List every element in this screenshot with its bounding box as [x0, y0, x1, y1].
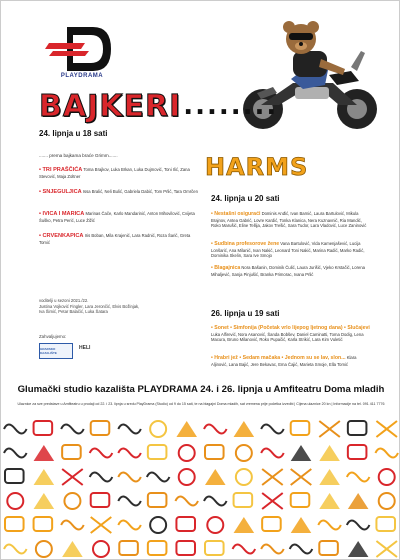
show-name: Nestašni osiguraći [214, 211, 261, 217]
support-label: Zahvaljujemo: [39, 334, 67, 339]
show-name: Hrabri jež • Sedam mačaka • Jednom su se lav, slon... [214, 355, 346, 361]
sponsor-logo: HELI [79, 345, 91, 351]
show-cast: Klara Aljinović, Lana Bajić, Jere Bekavac, Ema Čajić, Marieta Smoje, Ella Tomić [211, 355, 357, 367]
bullet-icon: • [39, 167, 43, 173]
footer-title: Glumački studio kazališta PLAYDRAMA 24. i 26. lipnja u Amfiteatru Doma mladih [17, 384, 385, 395]
harms-heading: HARMS [205, 153, 309, 181]
show-cast: Vana Bartulović, Vida Kamenjašević, Lucija Lonšarić, Ana Milanić, Ivan Nakić, Leonard Toni Nakić, Marina Radić, Marko Radić, Dominika Skelin, Sara Ive Smojo [211, 241, 365, 259]
show-item [211, 325, 371, 343]
show-item [211, 241, 371, 259]
bullet-icon: • [39, 211, 43, 217]
right-date: 24. lipnja u 20 sati [211, 194, 280, 203]
credits-line: voditelji u sezoni 2021./22. [39, 298, 89, 303]
right-date: 26. lipnja u 19 sati [211, 309, 280, 318]
show-cast: Toma Brajkov, Luka Brkan, Luka Dujmović, Toni Ilić, Zana Stevović, Maja Zoltner [39, 167, 190, 179]
show-cast: Iris Boban, Mila Krajenić, Lara Radnić, Roza Šarić, Greta Tomić [39, 233, 191, 245]
show-cast: Marinas Čače, Karlo Mandarinić, Anton Mihovilović, Cvijeta Šuško, Petra Perić, Luce Žižić [39, 211, 195, 223]
sponsor-logo: GRADSKO KAZALIŠTE [39, 343, 73, 359]
show-cast: Issa Bralić, Neli Bulić, Gabriela Dabić, Tom Prlić, Tara Omrčen [82, 189, 198, 194]
show-name: SNJEGULJICA [42, 189, 82, 195]
credits-line: Iva Šimić, Petar Balačić, Luka Šatara [39, 309, 108, 315]
bullet-icon: • [211, 265, 215, 271]
bullet-icon: • [211, 355, 215, 361]
show-name: Blagajnica [214, 265, 241, 271]
show-name: Sudbina profesorove žene [214, 241, 280, 247]
show-cast: Nora Bašanin, Dominik Čulić, Laura Jurišić, Vjeko Krstačić, Lorena Mihaljević, Sanja Pinjušić, Branka Primorac, Ivana Prlić [211, 265, 365, 277]
decorative-pattern [1, 417, 400, 560]
bullet-icon: • [39, 233, 43, 239]
left-intro: ....... prema bajkama braće Grimm....... [39, 153, 118, 158]
credits [39, 298, 179, 315]
show-item [211, 211, 371, 229]
show-item [39, 167, 199, 179]
footer-info: Ulaznice za sve predstave u Amfiteatru u prodaji od 22. i 23. lipnja u sredu PlayDrama (Studio) od 9 do 15 sati, te na blagajni Doma mladih, sat vremena prije početka izvedbi | Cijena ulaznice 20 kn | Informacije na tel. 091 411 7776 [17, 402, 385, 406]
show-item [211, 355, 371, 367]
bullet-icon: • [211, 325, 215, 331]
show-cast: Luka Alfirević, Nora Asanović, Šanda Bobšev, Daniel Caminatti, Toma Dodig, Lena Macura, Bruno Milanović, Roko Pupačić, Karla Strikić, Lara Kim Vuletić [211, 331, 364, 343]
left-date: 24. lipnja u 18 sati [39, 129, 108, 138]
show-name: IVICA I MARICA [42, 211, 85, 217]
credits-line: Justina Vojković Fingler, Lara Jerončić, Elvis Božinjak, [39, 303, 140, 309]
show-item [39, 211, 199, 223]
bullet-icon: • [211, 241, 215, 247]
bullet-icon: • [39, 189, 43, 195]
show-item [39, 233, 199, 245]
title-dots: ........ [183, 91, 279, 121]
poster-title [39, 88, 279, 124]
show-item [39, 189, 199, 196]
bullet-icon: • [211, 211, 215, 217]
show-name: TRI PRAŠČIĆA [42, 167, 83, 173]
show-name: CRVENKAPICA [42, 233, 84, 239]
show-item [211, 265, 371, 277]
show-name: Sonet • Simfonija (Početak vrlo lijepog ljetnog dana) • Slučajevi [214, 325, 370, 331]
playdrama-logo-icon [45, 23, 115, 75]
show-cast: Dominis Anđić, Ivan Barnić, Laura Bartulović, Mikula Brajnov, Antea Gabrić, Lovre Kardić, Tonka Klanica, Nera Kuznavnić, Ria Mandić, Roko Marušić, Eline Tellija, Jakov Trešić, Sara Tudor, Lara Vladović, Luce Zaninović [211, 211, 367, 229]
logo-text: PLAYDRAMA [60, 73, 104, 79]
title-bajkeri: BAJKERI [39, 88, 182, 124]
